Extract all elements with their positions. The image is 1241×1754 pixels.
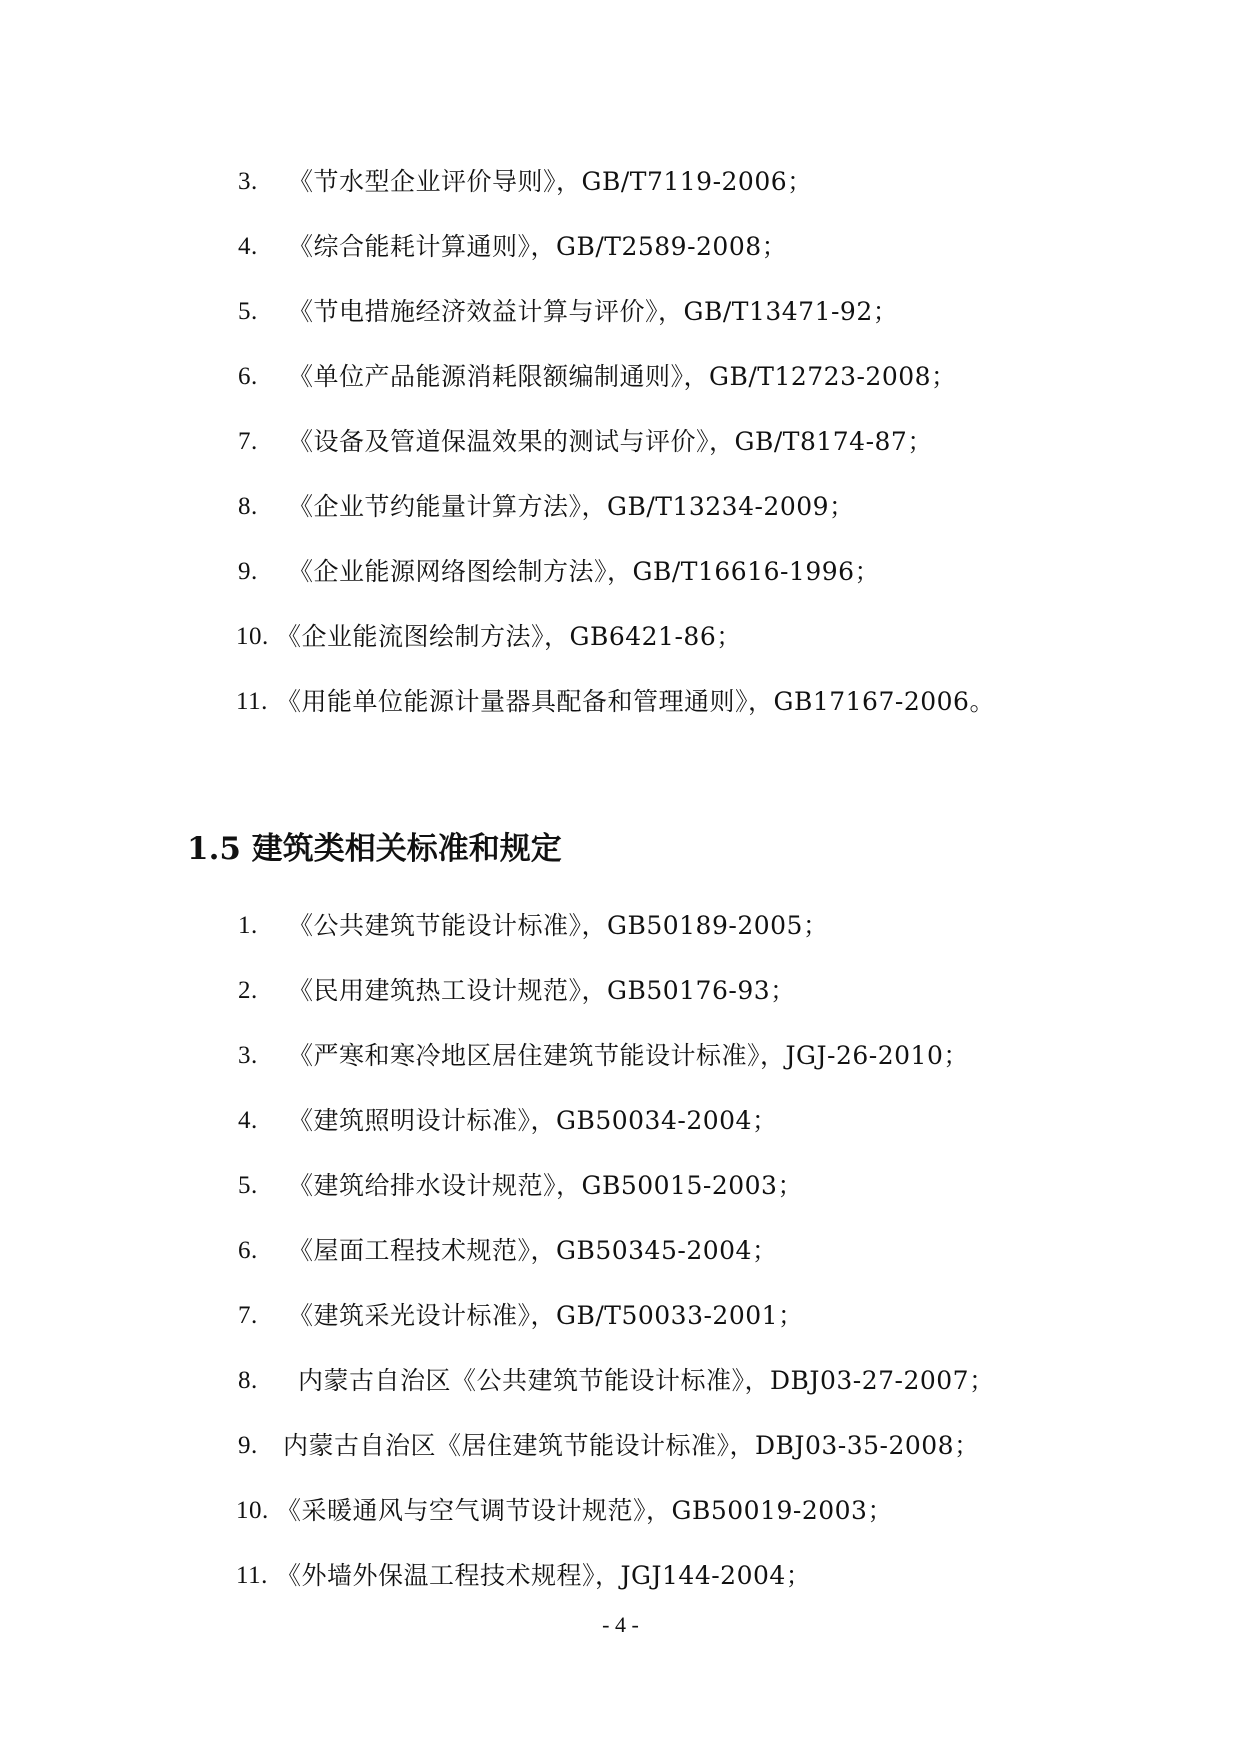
list-item-text: 《节电措施经济效益计算与评价》，GB/T13471-92； bbox=[288, 297, 899, 326]
list-item-text: 《屋面工程技术规范》，GB50345-2004； bbox=[288, 1236, 778, 1265]
list-item-text: 《设备及管道保温效果的测试与评价》，GB/T8174-87； bbox=[288, 427, 933, 456]
list-item-number: 8. bbox=[238, 1367, 258, 1394]
list-item-text: 《企业能流图绘制方法》，GB6421-86； bbox=[276, 622, 742, 651]
list-item-text: 《建筑采光设计标准》，GB/T50033-2001； bbox=[288, 1301, 804, 1330]
list-item-number: 7. bbox=[238, 428, 258, 455]
list-item-number: 10. bbox=[236, 623, 269, 650]
list-item-number: 3. bbox=[238, 168, 258, 195]
list-item-number: 7. bbox=[238, 1302, 258, 1329]
list-item-text: 《用能单位能源计量器具配备和管理通则》，GB17167-2006。 bbox=[276, 687, 995, 716]
list-item-number: 5. bbox=[238, 298, 258, 325]
list-item-text: 《严寒和寒冷地区居住建筑节能设计标准》，JGJ-26-2010； bbox=[288, 1041, 969, 1070]
list-item-text: 《综合能耗计算通则》，GB/T2589-2008； bbox=[288, 232, 788, 261]
list-item-text: 《企业能源网络图绘制方法》，GB/T16616-1996； bbox=[288, 557, 881, 586]
list-item-text: 《建筑给排水设计规范》，GB50015-2003； bbox=[288, 1171, 803, 1200]
list-item-number: 4. bbox=[238, 1107, 258, 1134]
list-item-text: 《单位产品能源消耗限额编制通则》，GB/T12723-2008； bbox=[288, 362, 957, 391]
list-item-number: 1. bbox=[238, 912, 258, 939]
list-item-number: 11. bbox=[236, 1562, 268, 1589]
list-item-text: 《采暖通风与空气调节设计规范》，GB50019-2003； bbox=[276, 1496, 893, 1525]
list-item-number: 6. bbox=[238, 1237, 258, 1264]
list-item-text: 《企业节约能量计算方法》，GB/T13234-2009； bbox=[288, 492, 855, 521]
list-item-number: 11. bbox=[236, 688, 268, 715]
list-item-number: 5. bbox=[238, 1172, 258, 1199]
list-item-number: 10. bbox=[236, 1497, 269, 1524]
list-item-number: 2. bbox=[238, 977, 258, 1004]
list-item-number: 9. bbox=[238, 558, 258, 585]
list-item-text: 《外墙外保温工程技术规程》，JGJ144-2004； bbox=[276, 1561, 812, 1590]
list-item-text: 内蒙古自治区《居住建筑节能设计标准》，DBJ03-35-2008； bbox=[283, 1431, 980, 1460]
section-heading: 1.5 建筑类相关标准和规定 bbox=[187, 831, 562, 867]
list-item-text: 《节水型企业评价导则》，GB/T7119-2006； bbox=[288, 167, 813, 196]
list-item-text: 《民用建筑热工设计规范》，GB50176-93； bbox=[288, 976, 796, 1005]
list-item-number: 3. bbox=[238, 1042, 258, 1069]
list-item-text: 内蒙古自治区《公共建筑节能设计标准》，DBJ03-27-2007； bbox=[298, 1366, 995, 1395]
list-item-number: 8. bbox=[238, 493, 258, 520]
list-item-number: 6. bbox=[238, 363, 258, 390]
list-item-number: 4. bbox=[238, 233, 258, 260]
list-item-text: 《建筑照明设计标准》，GB50034-2004； bbox=[288, 1106, 778, 1135]
list-item-text: 《公共建筑节能设计标准》，GB50189-2005； bbox=[288, 911, 829, 940]
page-number: - 4 - bbox=[602, 1612, 639, 1637]
list-item-number: 9. bbox=[238, 1432, 258, 1459]
